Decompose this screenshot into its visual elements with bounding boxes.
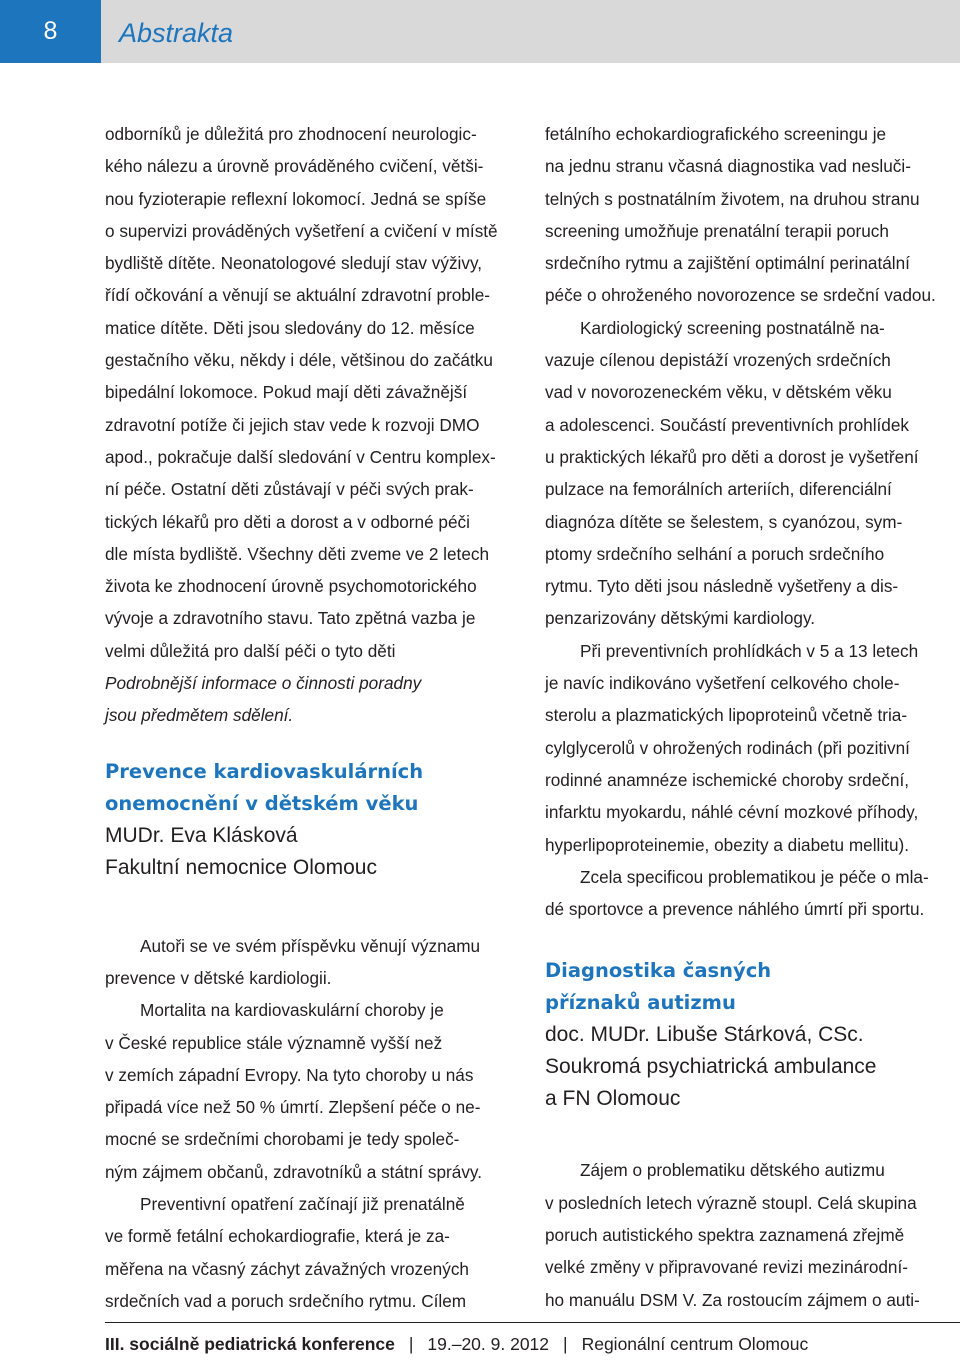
text-line: odborníků je důležitá pro zhodnocení neurologic- xyxy=(105,124,477,144)
paragraph xyxy=(105,930,520,995)
text-line: pulzace na femorálních arteriích, diferenciální xyxy=(545,479,892,500)
footer-divider xyxy=(105,1322,960,1323)
text-line: ve formě fetální echokardiografie, která je za- xyxy=(105,1226,450,1247)
text-line: penzarizovány dětskými kardiology. xyxy=(545,608,816,629)
note-line: Podrobnější informace o činnosti poradny xyxy=(105,673,422,694)
text-line: řídí očkování a věnují se aktuální zdravotní proble- xyxy=(105,285,491,306)
text-line: kého nálezu a úrovně prováděného cvičení, větši- xyxy=(105,156,484,177)
text-line: prevence v dětské kardiologii. xyxy=(105,967,332,988)
footer-separator: | xyxy=(563,1334,568,1354)
text-line: Při preventivních prohlídkách v 5 a 13 letech xyxy=(580,640,919,661)
text-line: hyperlipoproteinemie, obezity a diabetu mellitu). xyxy=(545,834,910,855)
text-line: dle místa bydliště. Všechny děti zveme ve 2 letech xyxy=(105,543,490,564)
text-line: rytmu. Tyto děti jsou následně vyšetřeny a dis- xyxy=(545,576,899,597)
text-line: poruch autistického spektra zaznamená zřejmě xyxy=(545,1225,905,1246)
paragraph xyxy=(545,312,960,635)
text-line: Preventivní opatření začínají již prenatálně xyxy=(140,1194,465,1215)
paragraph xyxy=(545,118,960,312)
text-line: je navíc indikováno vyšetření celkového chole- xyxy=(545,673,900,694)
footer-venue: Regionální centrum Olomouc xyxy=(581,1334,809,1354)
article-title-line: Diagnostika časných xyxy=(545,959,772,983)
page-footer xyxy=(105,1332,808,1356)
article-author: doc. MUDr. Libuše Stárková, CSc. xyxy=(545,1023,864,1047)
text-line: gestačního věku, někdy i déle, většinou do začátku xyxy=(105,350,493,371)
article-heading xyxy=(545,955,960,1019)
text-line: dé sportovce a prevence náhlého úmrtí při sportu. xyxy=(545,899,925,920)
text-line: připadá více než 50 % úmrtí. Zlepšení péče o ne- xyxy=(105,1097,481,1118)
text-line: ní péče. Ostatní děti zůstávají v péči svých prak- xyxy=(105,479,474,500)
text-line: telných s postnatálním životem, na druhou stranu xyxy=(545,188,920,209)
further-info-note xyxy=(105,667,520,732)
text-line: tických lékařů pro děti a dorost a v odborné péči xyxy=(105,511,470,532)
paragraph xyxy=(545,861,960,926)
text-line: diagnóza dítěte se šelestem, s cyanózou, sym- xyxy=(545,511,903,532)
text-line: nou fyzioterapie reflexní lokomocí. Jedná se spíše xyxy=(105,188,487,209)
note-line: jsou předmětem sdělení. xyxy=(105,705,294,726)
paragraph xyxy=(105,1188,520,1317)
text-line: bipedální lokomoce. Pokud mají děti závažnější xyxy=(105,382,468,403)
paragraph xyxy=(545,635,960,861)
text-line: srdečních vad a poruch srdečního rytmu. Cílem xyxy=(105,1290,467,1311)
article-author: MUDr. Eva Klásková xyxy=(105,823,298,847)
right-column xyxy=(545,118,960,1316)
text-line: Zcela specificou problematikou je péče o mla- xyxy=(580,866,929,887)
text-line: Kardiologický screening postnatálně na- xyxy=(580,317,885,338)
text-line: zdravotní potíže či jejich stav vede k rozvoji DMO xyxy=(105,414,480,435)
text-line: sterolu a plazmatických lipoproteinů včetně tria- xyxy=(545,705,908,726)
text-line: cylglycerolů v ohrožených rodinách (při pozitivní xyxy=(545,737,910,758)
text-line: v zemích západní Evropy. Na tyto choroby u nás xyxy=(105,1064,474,1085)
article-institution: a FN Olomouc xyxy=(545,1087,681,1111)
article-title-line: Prevence kardiovaskulárních xyxy=(105,759,424,783)
text-line: v posledních letech výrazně stoupl. Celá skupina xyxy=(545,1192,917,1213)
text-line: života ke zhodnocení úrovně psychomotorického xyxy=(105,576,477,597)
text-line: o supervizi prováděných vyšetření a cvičení v místě xyxy=(105,220,498,241)
text-line: vazuje cílenou depistáží vrozených srdečních xyxy=(545,350,891,371)
text-line: rodinné anamnéze ischemické choroby srdeční, xyxy=(545,769,909,790)
text-line: v České republice stále významně vyšší než xyxy=(105,1032,443,1053)
paragraph xyxy=(105,994,520,1188)
article-title-line: onemocnění v dětském věku xyxy=(105,791,419,815)
text-line: fetálního echokardiografického screeningu je xyxy=(545,124,887,144)
paragraph xyxy=(545,1154,960,1315)
text-line: velké změny v připravované revizi mezinárodní- xyxy=(545,1257,908,1278)
section-title: Abstrakta xyxy=(119,18,234,48)
text-line: ptomy srdečního selhání a poruch srdečního xyxy=(545,543,885,564)
text-line: na jednu stranu včasná diagnostika vad nesluči- xyxy=(545,156,911,177)
text-line: péče o ohroženého novorozence se srdeční vadou. xyxy=(545,285,936,306)
text-line: vývoje a zdravotního stavu. Tato zpětná vazba je xyxy=(105,608,476,629)
page-header xyxy=(0,0,960,63)
text-line: screening umožňuje prenatální terapii poruch xyxy=(545,220,889,241)
footer-conference: III. sociálně pediatrická konference xyxy=(105,1334,395,1354)
article-title-line: příznaků autizmu xyxy=(545,991,736,1015)
text-line: velmi důležitá pro další péči o tyto děti xyxy=(105,640,396,661)
text-line: matice dítěte. Děti jsou sledovány do 12. měsíce xyxy=(105,317,475,338)
text-line: Autoři se ve svém příspěvku věnují významu xyxy=(140,935,481,956)
text-line: mocné se srdečními chorobami je tedy společ- xyxy=(105,1129,460,1150)
text-line: ným zájmem občanů, zdravotníků a státní správy. xyxy=(105,1161,483,1182)
text-line: a adolescenci. Součástí preventivních prohlídek xyxy=(545,414,910,435)
intro-paragraph xyxy=(105,118,520,667)
text-line: ho manuálu DSM V. Za rostoucím zájmem o auti- xyxy=(545,1289,920,1310)
text-line: apod., pokračuje další sledování v Centru komplex- xyxy=(105,446,496,467)
text-line: Zájem o problematiku dětského autizmu xyxy=(580,1160,885,1181)
footer-separator: | xyxy=(408,1334,414,1354)
text-line: vad v novorozeneckém věku, v dětském věku xyxy=(545,382,892,403)
article-institution: Fakultní nemocnice Olomouc xyxy=(105,855,377,879)
text-line: srdečního rytmu a zajištění optimální perinatální xyxy=(545,253,910,274)
text-line: Mortalita na kardiovaskulární choroby je xyxy=(140,1000,444,1021)
footer-dates: 19.–20. 9. 2012 xyxy=(427,1334,550,1354)
article-institution: Soukromá psychiatrická ambulance xyxy=(545,1055,877,1079)
page-number: 8 xyxy=(0,0,101,63)
text-line: infarktu myokardu, náhlé cévní mozkové příhody, xyxy=(545,802,919,823)
text-line: měřena na včasný záchyt závažných vrozených xyxy=(105,1258,469,1279)
left-column xyxy=(105,118,520,1317)
text-line: bydliště dítěte. Neonatologové sledují stav výživy, xyxy=(105,253,483,274)
text-line: u praktických lékařů pro děti a dorost je vyšetření xyxy=(545,446,919,467)
article-heading xyxy=(105,756,520,820)
